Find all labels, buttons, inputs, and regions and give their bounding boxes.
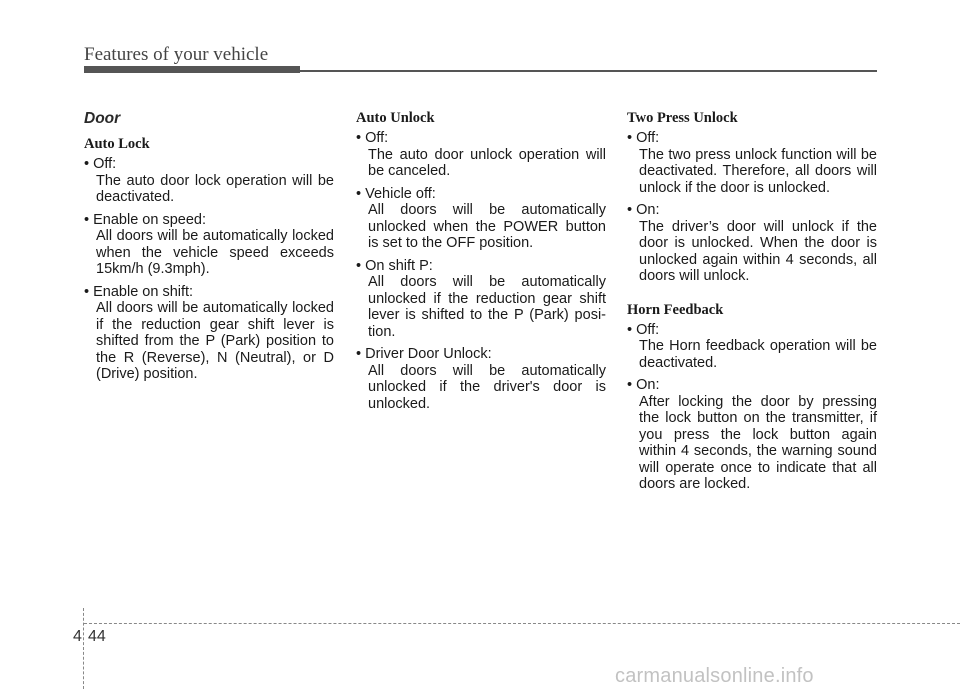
column-2 [356, 110, 606, 418]
option-label: • On: [627, 202, 877, 219]
header-rule [300, 70, 877, 72]
option-label: • On: [627, 377, 877, 394]
column-3 [627, 110, 877, 499]
option-description: The driver’s door will unlock if the door is unlocked. When the door is unlocked again within 4 seconds, all doors will unlock. [639, 218, 877, 284]
auto-unlock-options [356, 130, 606, 412]
option-label: • Off: [627, 130, 877, 147]
list-item [356, 258, 606, 341]
option-label: • Vehicle off: [356, 186, 606, 203]
subheading-horn-feedback: Horn Feedback [627, 301, 724, 318]
subheading-auto-unlock: Auto Unlock [356, 110, 435, 126]
list-item [627, 202, 877, 285]
option-description: After locking the door by pressing the lock button on the transmitter, if you press the lock button again within 4 seconds, the warning sound will operate once to indicate that all doors are locked. [639, 393, 877, 492]
two-press-unlock-options [627, 130, 877, 285]
option-description: The auto door lock operation will be deactivated. [96, 172, 334, 205]
list-item [84, 212, 334, 278]
list-item [627, 377, 877, 493]
list-item [356, 186, 606, 252]
list-item [627, 322, 877, 372]
list-item [356, 346, 606, 412]
subheading-auto-lock: Auto Lock [84, 136, 150, 152]
column-1 [84, 110, 334, 389]
option-description: All doors will be automatically locked when the vehicle speed exceeds 15km/h (9.3mph). [96, 228, 334, 277]
footer-rule [84, 623, 960, 624]
footer-divider [83, 608, 84, 689]
option-description: All doors will be automatically unlocked when the POWER button is set to the OFF position. [368, 202, 606, 251]
chapter-number: 4 [73, 628, 82, 645]
option-label: • Enable on speed: [84, 212, 334, 229]
option-description: All doors will be automatically unlocked if the driver's door is unlocked. [368, 362, 606, 412]
list-item [84, 156, 334, 206]
option-description: The two press unlock function will be deactivated. Therefore, all doors will unlock if the door is unlocked. [639, 146, 877, 196]
option-description: All doors will be automatically unlocked if the reduction gear shift lever is shifted to the P (Park) posi-tion. [368, 274, 606, 340]
section-title-door: Door [84, 110, 121, 127]
horn-feedback-options [627, 322, 877, 493]
subheading-two-press-unlock: Two Press Unlock [627, 110, 738, 126]
option-label: • Off: [84, 156, 334, 173]
watermark: carmanualsonline.info [615, 665, 814, 687]
list-item [627, 130, 877, 196]
option-description: The auto door unlock operation will be canceled. [368, 146, 606, 179]
option-label: • Off: [627, 322, 877, 339]
option-description: All doors will be automatically locked if the reduction gear shift lever is shifted from the P (Park) position to the R (Reverse), N (Neutral), or D (Drive) position. [96, 300, 334, 382]
option-label: • Driver Door Unlock: [356, 346, 606, 363]
header-bar [84, 66, 300, 73]
page-header-title: Features of your vehicle [84, 44, 269, 65]
page-number: 44 [88, 628, 106, 645]
option-label: • On shift P: [356, 258, 606, 275]
option-label: • Enable on shift: [84, 284, 334, 301]
option-label: • Off: [356, 130, 606, 147]
list-item [356, 130, 606, 180]
option-description: The Horn feedback operation will be deactivated. [639, 338, 877, 371]
list-item [84, 284, 334, 383]
auto-lock-options [84, 156, 334, 383]
